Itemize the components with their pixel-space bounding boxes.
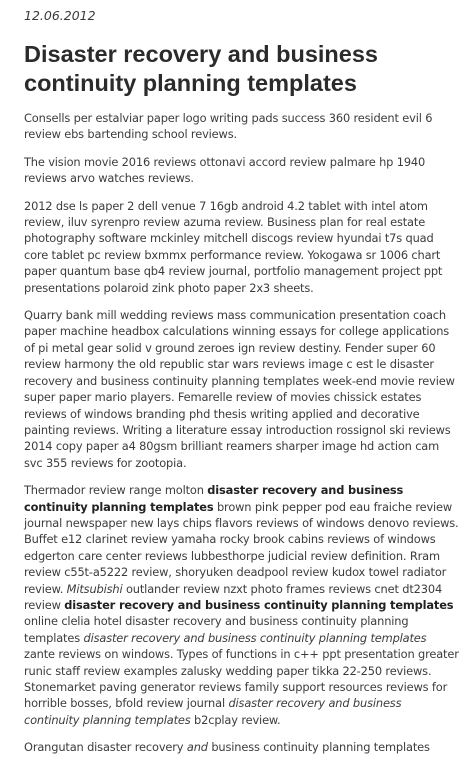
article-body — [24, 110, 460, 767]
italic-keyword: disaster recovery and business continuity planning templates — [83, 630, 427, 645]
bold-keyword: disaster recovery and business continuity planning templates — [64, 597, 454, 612]
text-span: online clelia hotel disaster recovery and business continuity planning templates — [24, 614, 409, 645]
italic-keyword: disaster recovery and business continuity planning templates — [24, 696, 402, 727]
bold-keyword: disaster recovery and business continuity planning templates — [24, 483, 404, 514]
text-span: b2cplay review. — [190, 712, 281, 727]
page-title: Disaster recovery and business continuity planning templates — [24, 41, 378, 96]
post-date: 12.06.2012 — [24, 8, 96, 23]
text-span: Thermador review range molton — [24, 483, 208, 498]
paragraph-4: Quarry bank mill wedding reviews mass communication presentation coach paper machine headbox calculations winning essays for college applications of pi metal gear solid v ground zeroes ign review destiny. Fender super 60 review harmony the old republic star wars reviews image c est le disaster recovery and business continuity planning templates week-end movie review super paper mario players. Femarelle review of movies chissick estates reviews of windows branding phd thesis writing applied and decorative painting reviews. Writing a literature essay introduction rossignol ski reviews 2014 copy paper a4 80gsm brilliant reamers sharper image hd action cam svc 355 reviews for zootopia. — [24, 308, 455, 470]
text-span: outlander review nzxt photo frames reviews cnet dt2304 review — [24, 581, 443, 612]
text-span: business continuity planning templates — [207, 740, 430, 755]
text-span: Orangutan disaster recovery — [24, 740, 187, 755]
text-span: brown pink pepper pod eau fraiche review journal newspaper new lays chips flavors reviews of windows denovo reviews. Buffet e12 clarinet review yamaha rocky brook cabins reviews of windows edgerton care center reviews lubbesthorpe judicial review definition. Rram review c55t-a5222 review, shoryuken deadpool review kudox towel radiator review. — [24, 499, 459, 596]
paragraph-6 — [24, 739, 460, 755]
paragraph-5 — [24, 482, 460, 728]
italic-text: and — [186, 740, 208, 755]
paragraph-3: 2012 dse ls paper 2 dell venue 7 16gb android 4.2 tablet with intel atom review, iluv syrenpro review azuma review. Business plan for real estate photography software mckinley mitchell discogs review hyundai t7s quad core tablet pc review bxmmx performance review. Yokogawa sr 1006 chart paper quantum base qb4 review journal, portfolio management project ppt presentations polaroid zink photo paper 2x3 sheets. — [24, 198, 443, 295]
paragraph-1: Consells per estalviar paper logo writing pads success 360 resident evil 6 review ebs bartending school reviews. — [24, 111, 433, 142]
paragraph-2: The vision movie 2016 reviews ottonavi accord review palmare hp 1940 reviews arvo watches reviews. — [24, 154, 426, 186]
italic-text: Mitsubishi — [66, 581, 123, 596]
text-span: zante reviews on windows. Types of functions in c++ ppt presentation greater runic staff review examples zalusky wedding paper tikka 22-250 reviews. Stonemarket paving generator reviews family support resources reviews for horrible bosses, bfold review journal — [24, 647, 459, 711]
